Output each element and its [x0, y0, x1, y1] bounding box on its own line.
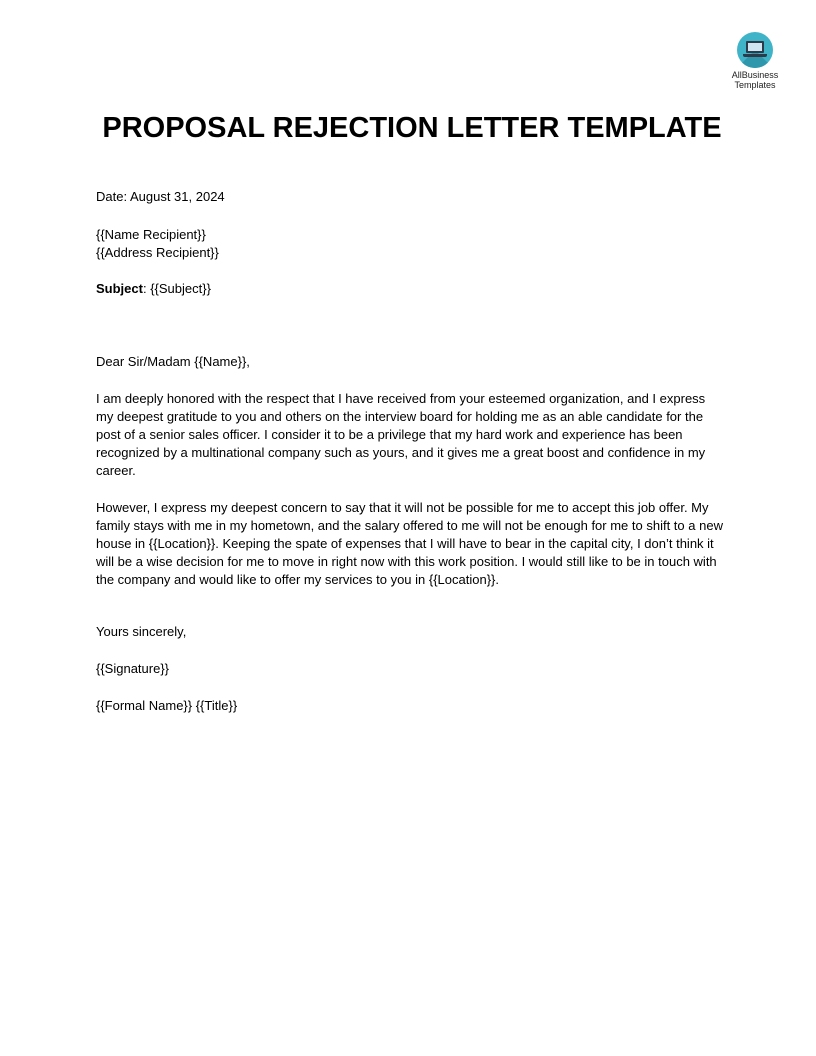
recipient-name: {{Name Recipient}} [96, 227, 206, 242]
body-paragraph-1: I am deeply honored with the respect that I have received from your esteemed organization, and I express my deepest gratitude to you and others on the interview board for holding me as an able candidate for the post of a senior sales officer. I consider it to be a privilege that my hard work and experience has been recognized by a multinational company such as yours, and it gives me a great boost and confidence in my career. [96, 391, 706, 478]
logo-text-line1: AllBusiness [731, 70, 779, 80]
letter-date: Date: August 31, 2024 [96, 189, 225, 204]
recipient-address: {{Address Recipient}} [96, 245, 219, 260]
laptop-icon [737, 32, 773, 68]
subject-label: Subject [96, 281, 143, 296]
body-paragraph-2: However, I express my deepest concern to say that it will not be possible for me to accept this job offer. My family stays with me in my hometown, and the salary offered to me will not be enough for me to shift to a new house in {{Location}}. Keeping the spate of expenses that I will have to bear in the capital city, I don’t think it will be a wise decision for me to move in right now with this work position. I would still like to be in touch with the company and would like to offer my services to you in {{Location}}. [96, 500, 723, 587]
document-title: PROPOSAL REJECTION LETTER TEMPLATE [102, 112, 722, 144]
subject-line [96, 280, 211, 298]
allbusiness-templates-logo [726, 32, 784, 90]
logo-text-line2: Templates [734, 80, 776, 90]
formal-name-title: {{Formal Name}} {{Title}} [96, 698, 238, 713]
signature: {{Signature}} [96, 661, 170, 676]
closing: Yours sincerely, [96, 624, 187, 639]
salutation: Dear Sir/Madam {{Name}}, [96, 354, 250, 369]
subject-value: : {{Subject}} [142, 281, 211, 296]
